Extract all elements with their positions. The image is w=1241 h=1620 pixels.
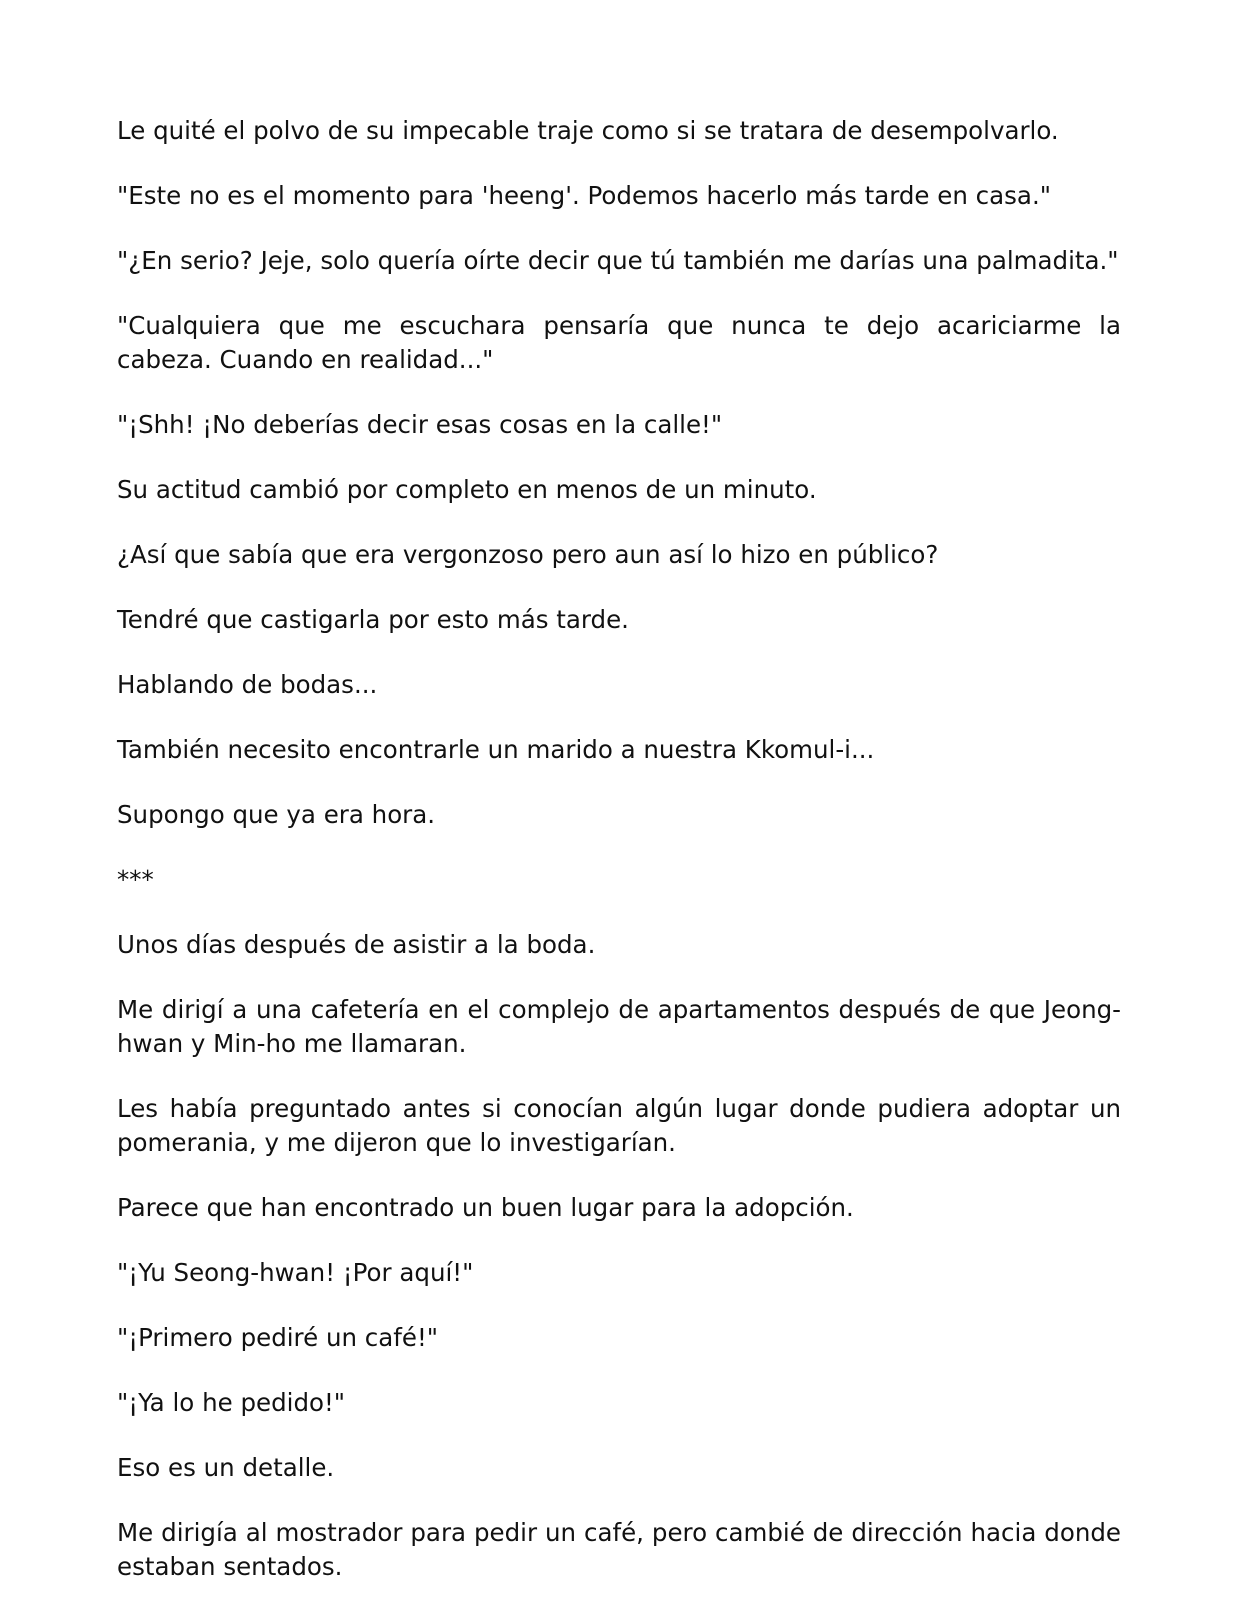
paragraph: Parece que han encontrado un buen lugar para la adopción. xyxy=(117,1193,854,1222)
paragraph: Supongo que ya era hora. xyxy=(117,800,436,829)
paragraph: Me dirigía al mostrador para pedir un café, pero cambié de dirección hacia donde estaban sentados. xyxy=(117,1518,1121,1581)
paragraph: Su actitud cambió por completo en menos de un minuto. xyxy=(117,475,817,504)
paragraph: Le quité el polvo de su impecable traje como si se tratara de desempolvarlo. xyxy=(117,116,1059,145)
text-body xyxy=(117,114,1121,1584)
paragraph: Tendré que castigarla por esto más tarde. xyxy=(117,605,629,634)
paragraph: "¡Yu Seong-hwan! ¡Por aquí!" xyxy=(117,1258,474,1287)
paragraph: Unos días después de asistir a la boda. xyxy=(117,930,596,959)
paragraph: También necesito encontrarle un marido a nuestra Kkomul-i... xyxy=(117,735,875,764)
paragraph: "¡Primero pediré un café!" xyxy=(117,1323,439,1352)
paragraph: "¡Shh! ¡No deberías decir esas cosas en la calle!" xyxy=(117,410,723,439)
paragraph: "Cualquiera que me escuchara pensaría que nunca te dejo acariciarme la cabeza. Cuando en realidad..." xyxy=(117,311,1121,374)
paragraph: ¿Así que sabía que era vergonzoso pero aun así lo hizo en público? xyxy=(117,540,939,569)
paragraph: Me dirigí a una cafetería en el complejo de apartamentos después de que Jeong-hwan y Min-ho me llamaran. xyxy=(117,995,1121,1058)
paragraph: "¿En serio? Jeje, solo quería oírte decir que tú también me darías una palmadita." xyxy=(117,246,1119,275)
paragraph: Eso es un detalle. xyxy=(117,1453,335,1482)
paragraph: "¡Ya lo he pedido!" xyxy=(117,1388,346,1417)
scene-break: *** xyxy=(117,865,154,894)
paragraph: Hablando de bodas... xyxy=(117,670,378,699)
paragraph: "Este no es el momento para 'heeng'. Podemos hacerlo más tarde en casa." xyxy=(117,181,1052,210)
paragraph: Les había preguntado antes si conocían algún lugar donde pudiera adoptar un pomerania, y me dijeron que lo investigarían. xyxy=(117,1094,1121,1157)
